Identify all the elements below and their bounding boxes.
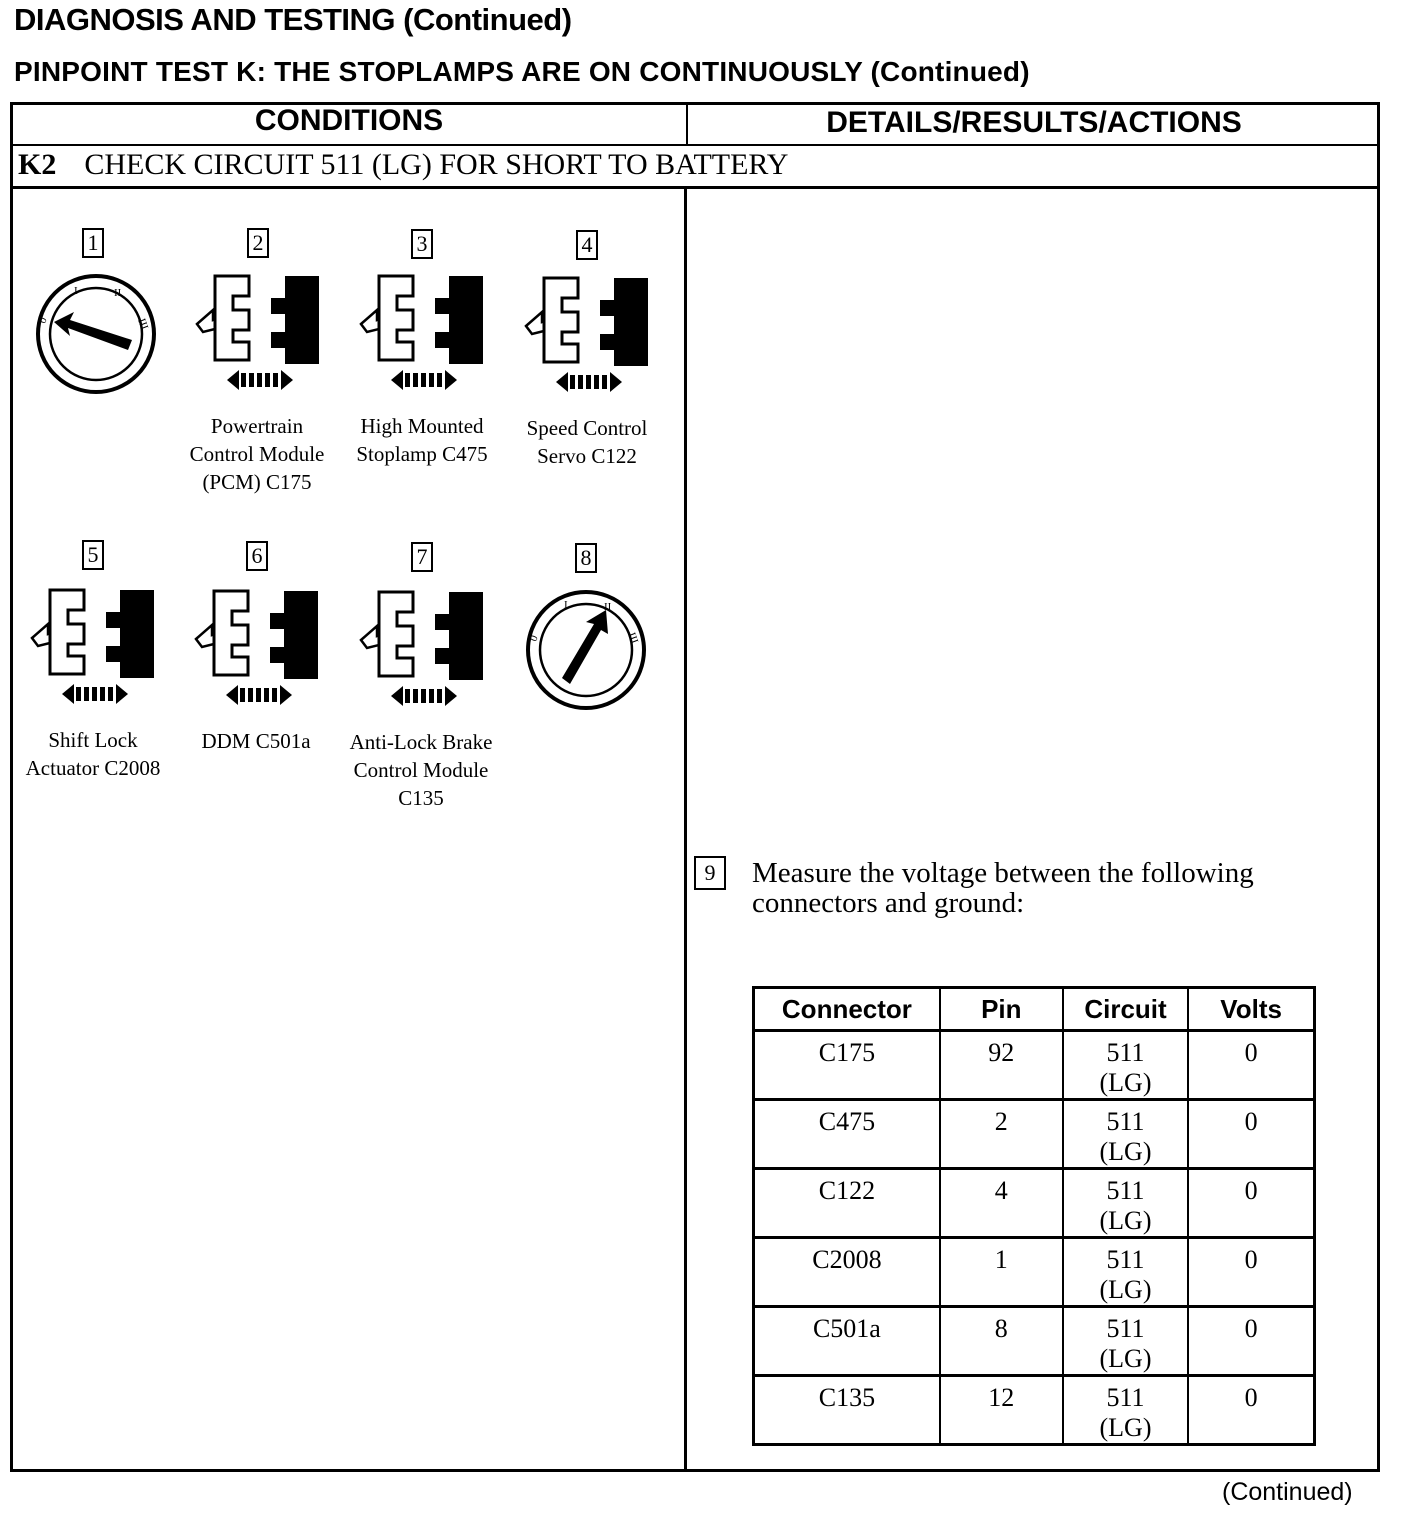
continued-label: (Continued) [1222, 1478, 1353, 1506]
volts-cell: 0 [1188, 1100, 1314, 1169]
conditions-heading: CONDITIONS [254, 104, 444, 137]
svg-text:0: 0 [36, 315, 50, 326]
connector-cell: C135 [754, 1376, 940, 1445]
column-header: Volts [1188, 988, 1314, 1031]
details-heading: DETAILS/RESULTS/ACTIONS [826, 106, 1242, 139]
step-code: K2 [18, 148, 57, 181]
column-header: Circuit [1063, 988, 1188, 1031]
volts-cell: 0 [1188, 1307, 1314, 1376]
connector-cell: C501a [754, 1307, 940, 1376]
connector-cell: C475 [754, 1100, 940, 1169]
step-caption: High Mounted Stoplamp C475 [356, 414, 488, 466]
step-number: 8 [575, 543, 597, 573]
step-number: 7 [411, 542, 433, 572]
table-row [754, 1307, 1315, 1376]
connector-disconnect-icon [195, 272, 320, 396]
circuit-cell: 511 (LG) [1063, 1169, 1188, 1238]
pin-cell: 8 [940, 1307, 1063, 1376]
connector-cell: C122 [754, 1169, 940, 1238]
svg-text:III: III [135, 316, 151, 332]
step-caption: Powertrain Control Module (PCM) C175 [189, 414, 325, 494]
connector-disconnect-icon [359, 588, 484, 712]
table-row [754, 1376, 1315, 1445]
step-number: 2 [247, 228, 269, 258]
step-number: 5 [82, 540, 104, 570]
circuit-cell: 511 (LG) [1063, 1031, 1188, 1100]
svg-text:II: II [114, 287, 122, 299]
table-header-row [754, 988, 1315, 1031]
voltage-table [752, 986, 1316, 1446]
step-caption: Speed Control Servo C122 [526, 416, 648, 468]
pinpoint-test-title: PINPOINT TEST K: THE STOPLAMPS ARE ON CONTINUOUSLY (Continued) [14, 56, 1030, 87]
connector-disconnect-icon [524, 274, 649, 398]
connector-disconnect-icon [194, 587, 319, 711]
page-title: DIAGNOSIS AND TESTING (Continued) [14, 2, 572, 37]
step9-instruction: Measure the voltage between the following connectors and ground: [752, 857, 1254, 919]
divider [684, 186, 687, 1472]
divider [10, 186, 1380, 189]
step-number: 9 [694, 856, 726, 890]
divider [10, 144, 1380, 146]
step-header [18, 148, 788, 182]
svg-text:III: III [625, 630, 641, 646]
pin-cell: 1 [940, 1238, 1063, 1307]
step-number: 6 [246, 541, 268, 571]
volts-cell: 0 [1188, 1031, 1314, 1100]
svg-text:II: II [604, 601, 612, 613]
step-number: 4 [576, 230, 598, 260]
pin-cell: 4 [940, 1169, 1063, 1238]
step-caption: Anti-Lock Brake Control Module C135 [349, 730, 493, 810]
svg-text:I: I [74, 285, 78, 297]
circuit-cell: 511 (LG) [1063, 1238, 1188, 1307]
volts-cell: 0 [1188, 1376, 1314, 1445]
table-row [754, 1100, 1315, 1169]
pin-cell: 2 [940, 1100, 1063, 1169]
table-row [754, 1169, 1315, 1238]
circuit-cell: 511 (LG) [1063, 1307, 1188, 1376]
table-row [754, 1031, 1315, 1100]
ignition-switch-run-icon [524, 588, 648, 712]
circuit-cell: 511 (LG) [1063, 1100, 1188, 1169]
step-header-text: CHECK CIRCUIT 511 (LG) FOR SHORT TO BATTERY [84, 148, 789, 181]
pin-cell: 12 [940, 1376, 1063, 1445]
svg-text:0: 0 [527, 633, 541, 644]
volts-cell: 0 [1188, 1238, 1314, 1307]
volts-cell: 0 [1188, 1169, 1314, 1238]
ignition-switch-off-icon [34, 272, 158, 396]
svg-text:I: I [564, 599, 568, 611]
step-number: 1 [82, 228, 104, 258]
connector-cell: C2008 [754, 1238, 940, 1307]
circuit-cell: 511 (LG) [1063, 1376, 1188, 1445]
step-caption: DDM C501a [201, 729, 311, 753]
table-row [754, 1238, 1315, 1307]
pin-cell: 92 [940, 1031, 1063, 1100]
connector-cell: C175 [754, 1031, 940, 1100]
connector-disconnect-icon [30, 586, 155, 710]
step-number: 3 [411, 229, 433, 259]
column-header: Connector [754, 988, 940, 1031]
step-caption: Shift Lock Actuator C2008 [25, 728, 161, 780]
connector-disconnect-icon [359, 272, 484, 396]
column-header: Pin [940, 988, 1063, 1031]
